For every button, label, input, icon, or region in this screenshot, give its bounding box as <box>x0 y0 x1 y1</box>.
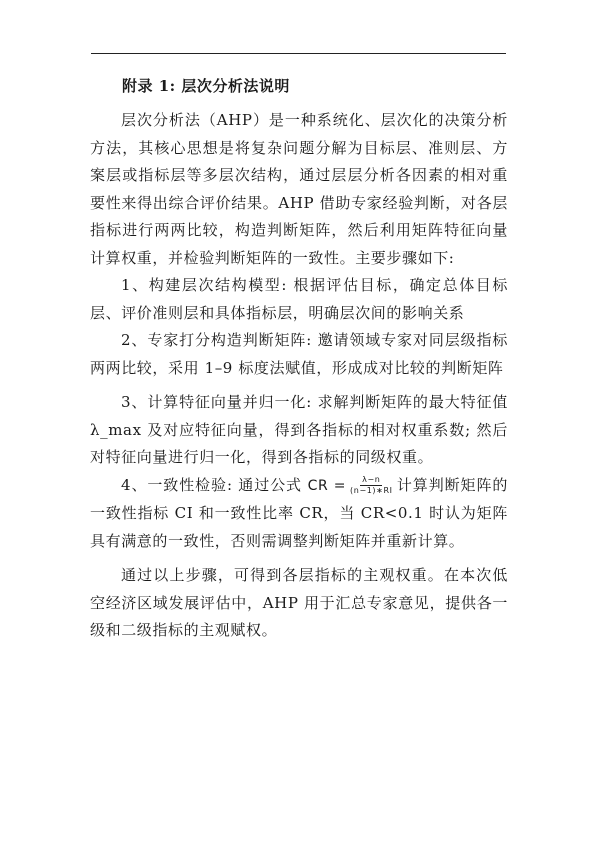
step-4-rest: 计算判断矩阵的一致性指标 CI 和一致性比率 CR，当 CR<0.1 时认为矩阵具有满意的一致性，否则需调整判断矩阵并重新计算。 <box>90 475 508 550</box>
step-3-paragraph: 3、计算特征向量并归一化: 求解判断矩阵的最大特征值λ_max 及对应特征向量，得到各指标的相对权重系数; 然后对特征向量进行归一化，得到各指标的同级权重。 <box>90 393 508 466</box>
appendix-heading: 附录 1: 层次分析法说明 <box>122 77 290 95</box>
cr-formula-numerator: λ−n <box>362 475 381 484</box>
step-1-paragraph: 1、构建层次结构模型: 根据评估目标，确定总体目标层、评价准则层和具体指标层，明确层次间的影响关系 <box>90 276 508 322</box>
cr-formula-denominator: (n−1)∗RI <box>350 486 393 495</box>
cr-formula-fraction <box>348 475 395 496</box>
header-rule <box>91 53 506 54</box>
step-4-paragraph <box>90 472 508 556</box>
step-4-lead: 4、一致性检验: 通过公式 <box>121 475 308 494</box>
closing-paragraph: 通过以上步骤，可得到各层指标的主观权重。在本次低空经济区域发展评估中，AHP 用于汇总专家意见，提供各一级和二级指标的主观赋权。 <box>90 566 508 639</box>
step-2-paragraph: 2、专家打分构造判断矩阵: 邀请领域专家对同层级指标两两比较，采用 1–9 标度法赋值，形成成对比较的判断矩阵 <box>90 331 508 377</box>
cr-formula-label: CR = <box>307 477 347 494</box>
document-body <box>90 76 508 645</box>
intro-paragraph: 层次分析法（AHP）是一种系统化、层次化的决策分析方法，其核心思想是将复杂问题分解为目标层、准则层、方案层或指标层等多层次结构，通过层层分析各因素的相对重要性来得出综合评价结果。AHP 借助专家经验判断，对各层指标进行两两比较，构造判断矩阵，然后利用矩阵特征向量计算权重，并检验判断矩阵的一致性。主要步骤如下: <box>90 111 508 267</box>
